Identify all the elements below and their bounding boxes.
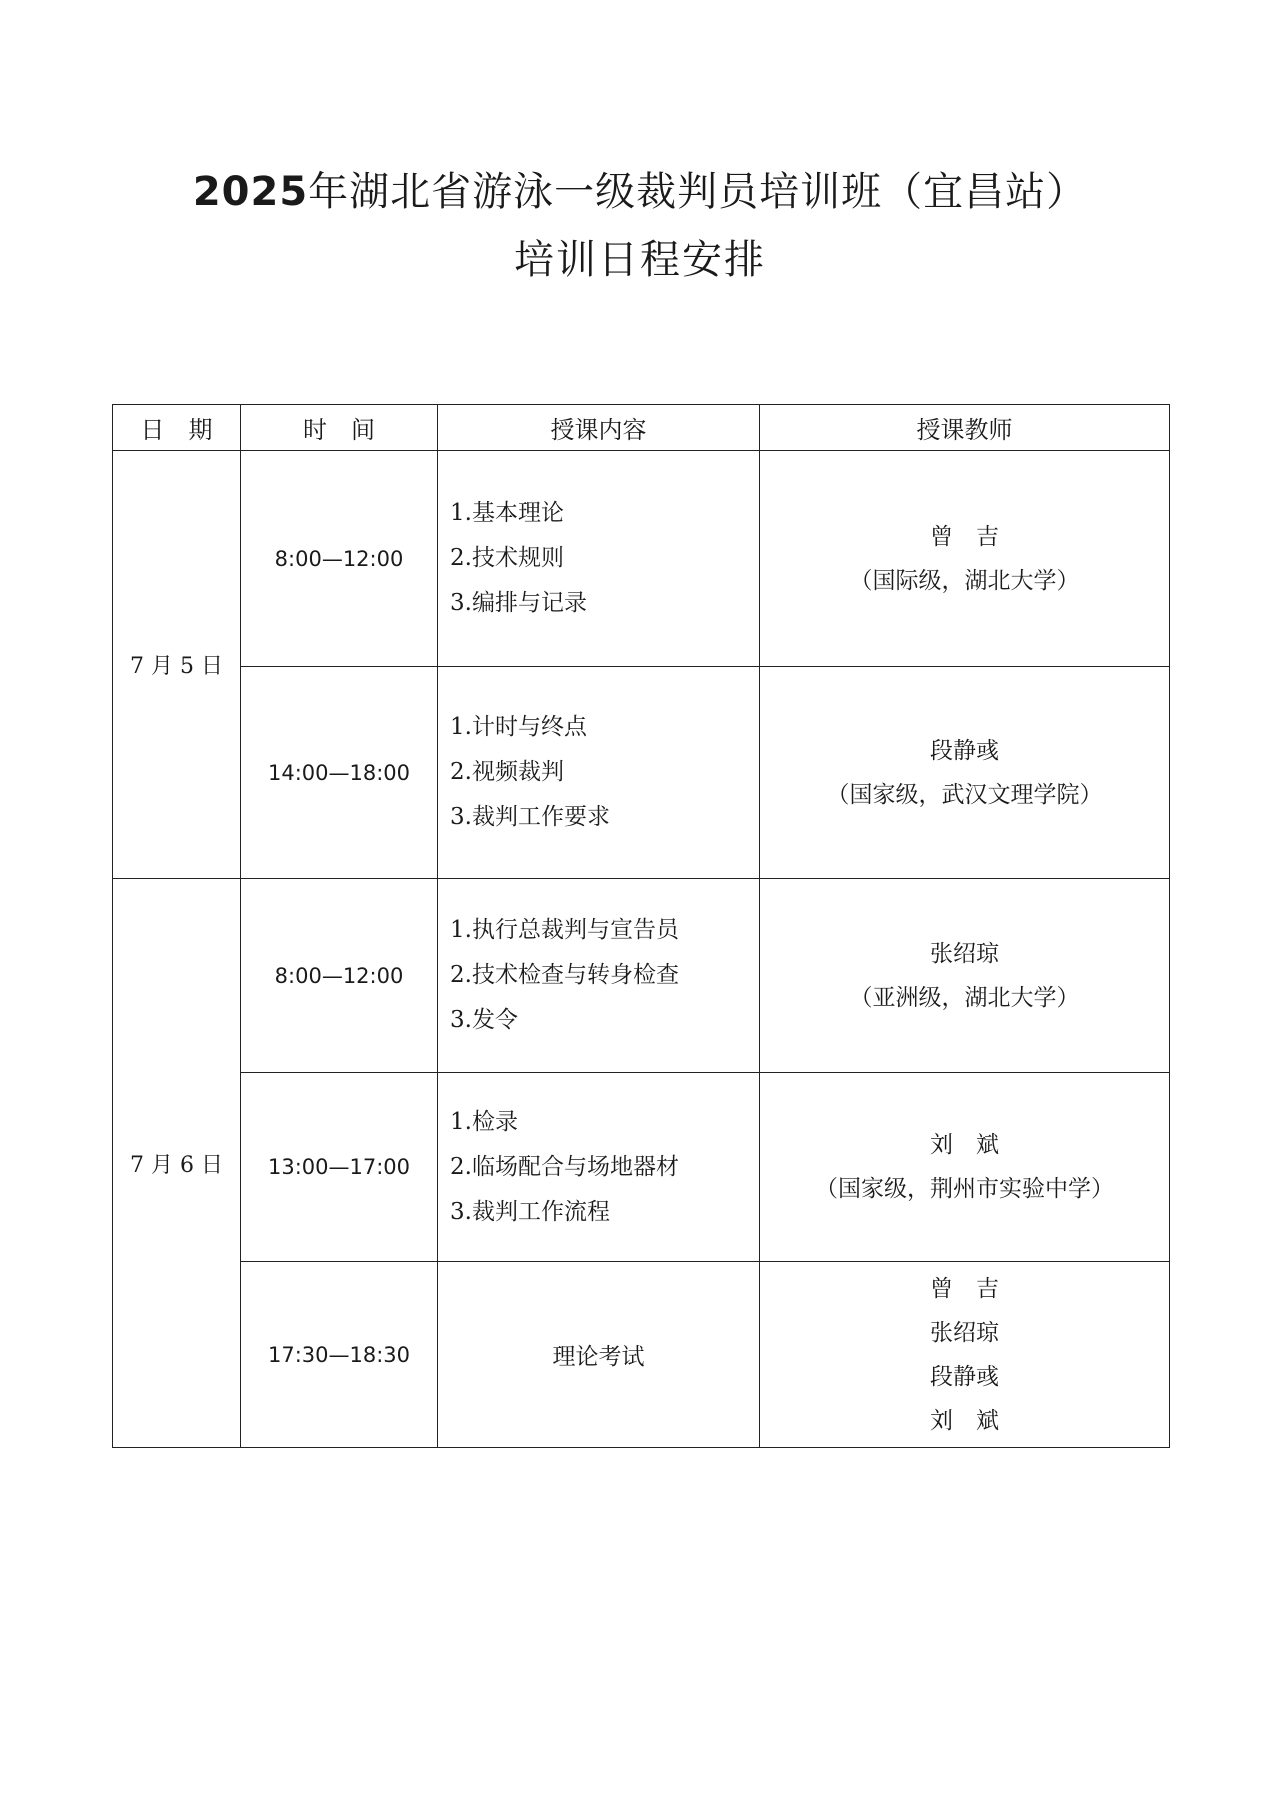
title-year: 2025 <box>192 169 309 215</box>
teacher-cell <box>760 1262 1170 1448</box>
teacher-name: 段静彧 <box>930 737 999 764</box>
content-cell: 理论考试 <box>438 1262 760 1448</box>
content-item: 2.临场配合与场地器材 <box>450 1153 679 1180</box>
content-item: 3.裁判工作要求 <box>450 804 610 830</box>
content-cell <box>438 667 760 879</box>
content-item: 3.编排与记录 <box>450 590 587 616</box>
time-cell: 8:00—12:00 <box>241 451 438 667</box>
schedule-table <box>112 404 1170 1448</box>
content-item: 2.技术检查与转身检查 <box>450 962 679 988</box>
document-title <box>0 160 1280 217</box>
content-item: 1.计时与终点 <box>450 714 587 740</box>
teacher-name: 曾 吉 <box>930 523 999 550</box>
time-cell: 14:00—18:00 <box>241 667 438 879</box>
header-teacher: 授课教师 <box>760 405 1170 451</box>
time-cell: 13:00—17:00 <box>241 1073 438 1262</box>
table-row <box>113 1073 1170 1262</box>
document-subtitle: 培训日程安排 <box>514 237 766 283</box>
header-date: 日 期 <box>113 405 241 451</box>
teacher-name: 段静彧 <box>930 1363 999 1390</box>
teacher-title: （国家级，荆州市实验中学） <box>815 1176 1114 1202</box>
content-item: 1.检录 <box>450 1108 518 1135</box>
teacher-cell <box>760 451 1170 667</box>
header-time: 时 间 <box>241 405 438 451</box>
table-row <box>113 879 1170 1073</box>
teacher-name: 刘 斌 <box>930 1132 999 1158</box>
teacher-name: 刘 斌 <box>930 1407 999 1434</box>
header-content: 授课内容 <box>438 405 760 451</box>
table-row <box>113 1262 1170 1448</box>
content-item: 2.技术规则 <box>450 545 564 571</box>
teacher-name: 张绍琼 <box>930 1319 999 1346</box>
teacher-title: （国际级，湖北大学） <box>849 567 1080 594</box>
content-item: 1.执行总裁判与宣告员 <box>450 917 679 943</box>
teacher-cell <box>760 1073 1170 1262</box>
table-row <box>113 451 1170 667</box>
title-main: 年湖北省游泳一级裁判员培训班（宜昌站） <box>308 169 1088 215</box>
teacher-title: （亚洲级，湖北大学） <box>849 984 1080 1011</box>
time-cell: 8:00—12:00 <box>241 879 438 1073</box>
teacher-name: 曾 吉 <box>930 1275 999 1302</box>
content-cell <box>438 879 760 1073</box>
content-item: 3.裁判工作流程 <box>450 1198 610 1225</box>
table-row <box>113 667 1170 879</box>
teacher-title: （国家级，武汉文理学院） <box>826 781 1103 808</box>
content-item: 1.基本理论 <box>450 500 564 526</box>
table-header-row <box>113 405 1170 451</box>
time-cell: 17:30—18:30 <box>241 1262 438 1448</box>
content-cell <box>438 451 760 667</box>
date-cell-day2: 7 月 6 日 <box>113 879 241 1448</box>
date-cell-day1: 7 月 5 日 <box>113 451 241 879</box>
teacher-name: 张绍琼 <box>930 940 999 967</box>
content-item: 2.视频裁判 <box>450 759 564 785</box>
teacher-cell <box>760 667 1170 879</box>
teacher-cell <box>760 879 1170 1073</box>
content-cell <box>438 1073 760 1262</box>
content-item: 3.发令 <box>450 1007 518 1033</box>
